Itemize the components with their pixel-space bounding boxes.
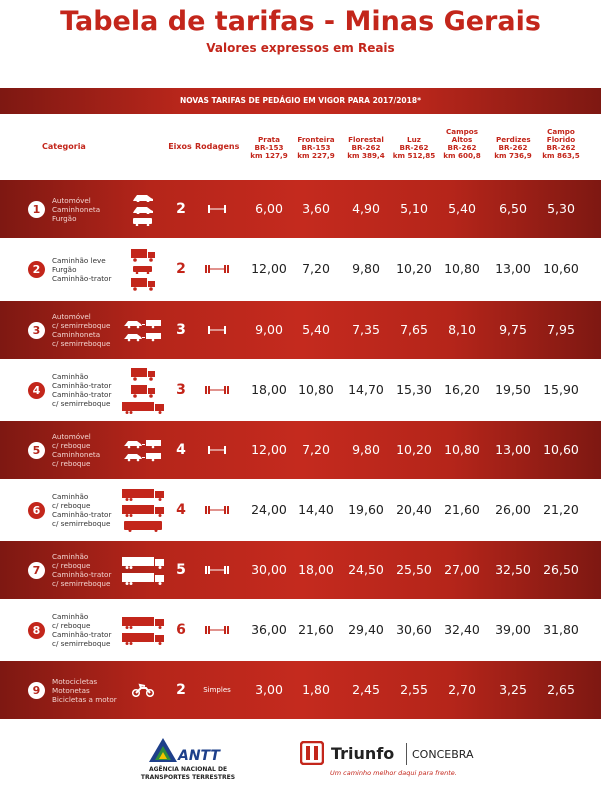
wheel-type bbox=[197, 481, 237, 539]
cartrailer-icon bbox=[123, 319, 163, 329]
vehicle-type: c/ reboque bbox=[52, 621, 91, 630]
plaza-header bbox=[387, 126, 441, 160]
vehicle-type: Automóvel bbox=[52, 195, 91, 205]
wheel-type bbox=[197, 240, 237, 298]
table-row bbox=[0, 541, 601, 599]
bigtruck-icon bbox=[121, 556, 165, 569]
logo-divider bbox=[406, 743, 407, 765]
bigtruck-icon bbox=[121, 488, 165, 501]
concebra-name: CONCEBRA bbox=[412, 748, 474, 761]
vehicle-type: c/ semirreboque bbox=[52, 321, 111, 330]
vehicle-type: Caminhão-trator bbox=[52, 390, 112, 399]
vehicle-list bbox=[52, 421, 100, 479]
dual-wheel-axle-icon bbox=[204, 264, 230, 274]
bigtruck-icon bbox=[121, 504, 165, 517]
vehicle-type: Automóvel bbox=[52, 432, 91, 441]
toll-price: 15,90 bbox=[543, 382, 579, 397]
toll-price: 2,70 bbox=[448, 682, 476, 697]
dual-wheel-axle-icon bbox=[204, 385, 230, 395]
table-row bbox=[0, 661, 601, 719]
toll-price: 3,00 bbox=[255, 682, 283, 697]
axle-count: 2 bbox=[176, 682, 186, 698]
toll-price: 21,60 bbox=[444, 502, 480, 517]
table-row bbox=[0, 421, 601, 479]
vehicle-icons bbox=[120, 361, 166, 419]
header-eixos: Eixos bbox=[168, 142, 192, 151]
vehicle-type: c/ semirreboque bbox=[52, 399, 111, 408]
plaza-header bbox=[289, 126, 343, 160]
toll-price: 9,80 bbox=[352, 261, 380, 276]
toll-price: 26,00 bbox=[495, 502, 531, 517]
vehicle-type: Furgão bbox=[52, 264, 77, 274]
cartrailer-icon bbox=[123, 439, 163, 449]
vehicle-icons bbox=[120, 301, 166, 359]
category-number-badge: 6 bbox=[28, 502, 45, 519]
category-number-badge: 3 bbox=[28, 322, 45, 339]
vehicle-type: Caminhão bbox=[52, 372, 89, 381]
plaza-name: Luz bbox=[407, 135, 421, 144]
table-row bbox=[0, 240, 601, 298]
plaza-header bbox=[486, 126, 540, 160]
vehicle-type: Caminhoneta bbox=[52, 450, 101, 459]
axle-count: 2 bbox=[176, 201, 186, 217]
toll-price: 27,00 bbox=[444, 562, 480, 577]
vehicle-type: c/ semirreboque bbox=[52, 579, 111, 588]
vehicle-type: Caminhão-trator bbox=[52, 570, 112, 579]
table-row bbox=[0, 601, 601, 659]
axle-count: 5 bbox=[176, 562, 186, 578]
toll-price: 5,30 bbox=[547, 201, 575, 216]
category-number-badge: 7 bbox=[28, 562, 45, 579]
van-icon bbox=[132, 265, 154, 274]
vehicle-type: c/ semirreboque bbox=[52, 639, 111, 648]
wheel-type bbox=[197, 301, 237, 359]
header-rodagens: Rodagens bbox=[195, 142, 240, 151]
toll-price: 10,60 bbox=[543, 442, 579, 457]
toll-price: 5,40 bbox=[302, 322, 330, 337]
plaza-km: km 863,5 bbox=[542, 151, 580, 160]
vehicle-icons bbox=[120, 481, 166, 539]
toll-price: 19,50 bbox=[495, 382, 531, 397]
table-row bbox=[0, 180, 601, 238]
antt-logo-icon bbox=[148, 737, 178, 763]
toll-price: 10,80 bbox=[298, 382, 334, 397]
category-number-badge: 1 bbox=[28, 201, 45, 218]
plaza-km: km 389,4 bbox=[347, 151, 385, 160]
page-subtitle: Valores expressos em Reais bbox=[206, 41, 395, 55]
bigtruck-icon bbox=[121, 632, 165, 645]
toll-price: 30,60 bbox=[396, 622, 432, 637]
vehicle-type: Caminhoneta bbox=[52, 330, 101, 339]
plaza-km: km 512,85 bbox=[392, 151, 436, 160]
bigtruck-icon bbox=[121, 572, 165, 585]
cartrailer-icon bbox=[123, 452, 163, 462]
announcement-banner bbox=[0, 88, 601, 114]
vehicle-type: Caminhão leve bbox=[52, 255, 106, 265]
plaza-name: Florestal bbox=[348, 135, 384, 144]
toll-price: 8,10 bbox=[448, 322, 476, 337]
axle-count: 4 bbox=[176, 502, 186, 518]
vehicle-icons bbox=[120, 240, 166, 298]
table-row bbox=[0, 481, 601, 539]
dual-wheel-axle-icon bbox=[204, 625, 230, 635]
vehicle-list bbox=[52, 541, 111, 599]
vehicle-list bbox=[52, 661, 117, 719]
antt-name: ANTT bbox=[178, 748, 220, 764]
wheel-type bbox=[197, 361, 237, 419]
toll-price: 7,95 bbox=[547, 322, 575, 337]
plaza-km: km 600,8 bbox=[443, 151, 481, 160]
category-number-badge: 2 bbox=[28, 261, 45, 278]
category-number-badge: 8 bbox=[28, 622, 45, 639]
plaza-road: BR-262 bbox=[351, 143, 381, 152]
toll-price: 14,40 bbox=[298, 502, 334, 517]
vehicle-type: Caminhão-trator bbox=[52, 273, 112, 283]
plaza-header bbox=[534, 126, 588, 160]
toll-price: 7,65 bbox=[400, 322, 428, 337]
vehicle-list bbox=[52, 361, 111, 419]
moto-icon bbox=[132, 683, 154, 697]
antt-line1: AGÊNCIA NACIONAL DE bbox=[148, 766, 228, 773]
toll-price: 2,45 bbox=[352, 682, 380, 697]
plaza-road: BR-153 bbox=[301, 143, 331, 152]
vehicle-type: c/ semirreboque bbox=[52, 339, 111, 348]
truck-icon bbox=[130, 384, 156, 398]
wheel-type bbox=[197, 601, 237, 659]
toll-price: 12,00 bbox=[251, 261, 287, 276]
plaza-road: BR-153 bbox=[254, 143, 284, 152]
slogan: Um caminho melhor daqui para frente. bbox=[330, 769, 457, 777]
toll-price: 18,00 bbox=[298, 562, 334, 577]
vehicle-list bbox=[52, 240, 111, 298]
vehicle-type: Caminhão bbox=[52, 492, 89, 501]
single-wheel-axle-icon bbox=[206, 445, 228, 455]
category-number-badge: 4 bbox=[28, 382, 45, 399]
plaza-road: BR-262 bbox=[399, 143, 429, 152]
vehicle-icons bbox=[120, 661, 166, 719]
vehicle-type: c/ reboque bbox=[52, 459, 91, 468]
cartrailer-icon bbox=[123, 332, 163, 342]
toll-price: 10,20 bbox=[396, 442, 432, 457]
toll-price: 2,55 bbox=[400, 682, 428, 697]
toll-price: 24,00 bbox=[251, 502, 287, 517]
toll-price: 7,35 bbox=[352, 322, 380, 337]
toll-price: 30,00 bbox=[251, 562, 287, 577]
dual-wheel-axle-icon bbox=[204, 565, 230, 575]
vehicle-type: Bicicletas a motor bbox=[52, 694, 117, 704]
wheel-type bbox=[197, 180, 237, 238]
vehicle-type: Caminhão-trator bbox=[52, 381, 112, 390]
axle-count: 6 bbox=[176, 622, 186, 638]
toll-price: 6,50 bbox=[499, 201, 527, 216]
vehicle-type: c/ reboque bbox=[52, 441, 91, 450]
toll-price: 24,50 bbox=[348, 562, 384, 577]
vehicle-type: c/ reboque bbox=[52, 561, 91, 570]
toll-price: 25,50 bbox=[396, 562, 432, 577]
toll-price: 31,80 bbox=[543, 622, 579, 637]
toll-price: 21,60 bbox=[298, 622, 334, 637]
toll-price: 12,00 bbox=[251, 442, 287, 457]
toll-price: 2,65 bbox=[547, 682, 575, 697]
bigtruck-icon bbox=[121, 616, 165, 629]
table-row bbox=[0, 361, 601, 419]
toll-price: 29,40 bbox=[348, 622, 384, 637]
toll-price: 3,60 bbox=[302, 201, 330, 216]
toll-price: 18,00 bbox=[251, 382, 287, 397]
toll-price: 10,80 bbox=[444, 442, 480, 457]
vehicle-icons bbox=[120, 180, 166, 238]
table-row bbox=[0, 301, 601, 359]
toll-price: 5,10 bbox=[400, 201, 428, 216]
toll-price: 14,70 bbox=[348, 382, 384, 397]
axle-count: 3 bbox=[176, 322, 186, 338]
truck-icon bbox=[130, 367, 156, 381]
truck-icon bbox=[130, 277, 156, 291]
plaza-road: BR-262 bbox=[498, 143, 528, 152]
toll-price: 5,40 bbox=[448, 201, 476, 216]
vehicle-type: Furgão bbox=[52, 213, 77, 223]
page-title: Tabela de tarifas - Minas Gerais bbox=[60, 6, 541, 37]
wheel-type bbox=[197, 541, 237, 599]
triunfo-name: Triunfo bbox=[331, 744, 395, 763]
bigtruck-icon bbox=[121, 401, 165, 414]
vehicle-type: Motonetas bbox=[52, 685, 90, 695]
plaza-name: Prata bbox=[258, 135, 280, 144]
banner-text: NOVAS TARIFAS DE PEDÁGIO EM VIGOR PARA 2017/2018* bbox=[179, 96, 421, 105]
toll-price: 36,00 bbox=[251, 622, 287, 637]
toll-price: 21,20 bbox=[543, 502, 579, 517]
plaza-road: BR-262 bbox=[546, 143, 576, 152]
toll-price: 9,80 bbox=[352, 442, 380, 457]
wheel-type bbox=[197, 421, 237, 479]
axle-count: 2 bbox=[176, 261, 186, 277]
truck-icon bbox=[130, 248, 156, 262]
vehicle-list bbox=[52, 180, 100, 238]
vehicle-icons bbox=[120, 421, 166, 479]
vehicle-type: Motocicletas bbox=[52, 676, 98, 686]
wheel-type bbox=[197, 661, 237, 719]
vehicle-type: Caminhão bbox=[52, 552, 89, 561]
toll-price: 20,40 bbox=[396, 502, 432, 517]
plaza-name: Campo Florido bbox=[546, 127, 576, 144]
van-icon bbox=[132, 217, 154, 226]
toll-price: 3,25 bbox=[499, 682, 527, 697]
vehicle-icons bbox=[120, 541, 166, 599]
vehicle-list bbox=[52, 481, 111, 539]
dual-wheel-axle-icon bbox=[204, 505, 230, 515]
plaza-km: km 736,9 bbox=[494, 151, 532, 160]
single-wheel-axle-icon bbox=[206, 325, 228, 335]
toll-price: 10,60 bbox=[543, 261, 579, 276]
toll-price: 16,20 bbox=[444, 382, 480, 397]
toll-price: 39,00 bbox=[495, 622, 531, 637]
plaza-name: Perdizes bbox=[496, 135, 531, 144]
vehicle-type: Caminhão-trator bbox=[52, 630, 112, 639]
toll-price: 32,40 bbox=[444, 622, 480, 637]
plaza-road: BR-262 bbox=[447, 143, 477, 152]
toll-price: 9,00 bbox=[255, 322, 283, 337]
antt-line2: TRANSPORTES TERRESTRES bbox=[140, 774, 236, 781]
wheel-type-label: Simples bbox=[203, 686, 231, 694]
vehicle-type: Caminhão-trator bbox=[52, 510, 112, 519]
vehicle-type: Automóvel bbox=[52, 312, 91, 321]
vehicle-list bbox=[52, 601, 111, 659]
category-number-badge: 5 bbox=[28, 442, 45, 459]
toll-price: 19,60 bbox=[348, 502, 384, 517]
plaza-km: km 227,9 bbox=[297, 151, 335, 160]
toll-price: 32,50 bbox=[495, 562, 531, 577]
toll-price: 13,00 bbox=[495, 261, 531, 276]
toll-price: 13,00 bbox=[495, 442, 531, 457]
toll-price: 1,80 bbox=[302, 682, 330, 697]
header-categoria: Categoria bbox=[42, 142, 86, 151]
single-wheel-axle-icon bbox=[206, 204, 228, 214]
vehicle-type: c/ reboque bbox=[52, 501, 91, 510]
toll-price: 7,20 bbox=[302, 261, 330, 276]
plaza-header bbox=[242, 126, 296, 160]
vehicle-icons bbox=[120, 601, 166, 659]
toll-price: 9,75 bbox=[499, 322, 527, 337]
vehicle-type: c/ semirreboque bbox=[52, 519, 111, 528]
plaza-km: km 127,9 bbox=[250, 151, 288, 160]
plaza-header bbox=[435, 126, 489, 160]
vehicle-type: Caminhão bbox=[52, 612, 89, 621]
toll-price: 10,20 bbox=[396, 261, 432, 276]
plaza-name: Campos Altos bbox=[446, 127, 478, 144]
car-icon bbox=[132, 205, 154, 214]
axle-count: 4 bbox=[176, 442, 186, 458]
axle-count: 3 bbox=[176, 382, 186, 398]
triunfo-logo-icon bbox=[300, 741, 324, 765]
toll-price: 26,50 bbox=[543, 562, 579, 577]
toll-price: 7,20 bbox=[302, 442, 330, 457]
category-number-badge: 9 bbox=[28, 682, 45, 699]
vehicle-list bbox=[52, 301, 110, 359]
toll-price: 15,30 bbox=[396, 382, 432, 397]
plaza-header bbox=[339, 126, 393, 160]
toll-price: 10,80 bbox=[444, 261, 480, 276]
toll-price: 6,00 bbox=[255, 201, 283, 216]
plaza-name: Fronteira bbox=[297, 135, 335, 144]
footer bbox=[0, 735, 601, 791]
bus-icon bbox=[123, 520, 163, 532]
vehicle-type: Caminhoneta bbox=[52, 204, 101, 214]
toll-price: 4,90 bbox=[352, 201, 380, 216]
car-icon bbox=[132, 193, 154, 202]
